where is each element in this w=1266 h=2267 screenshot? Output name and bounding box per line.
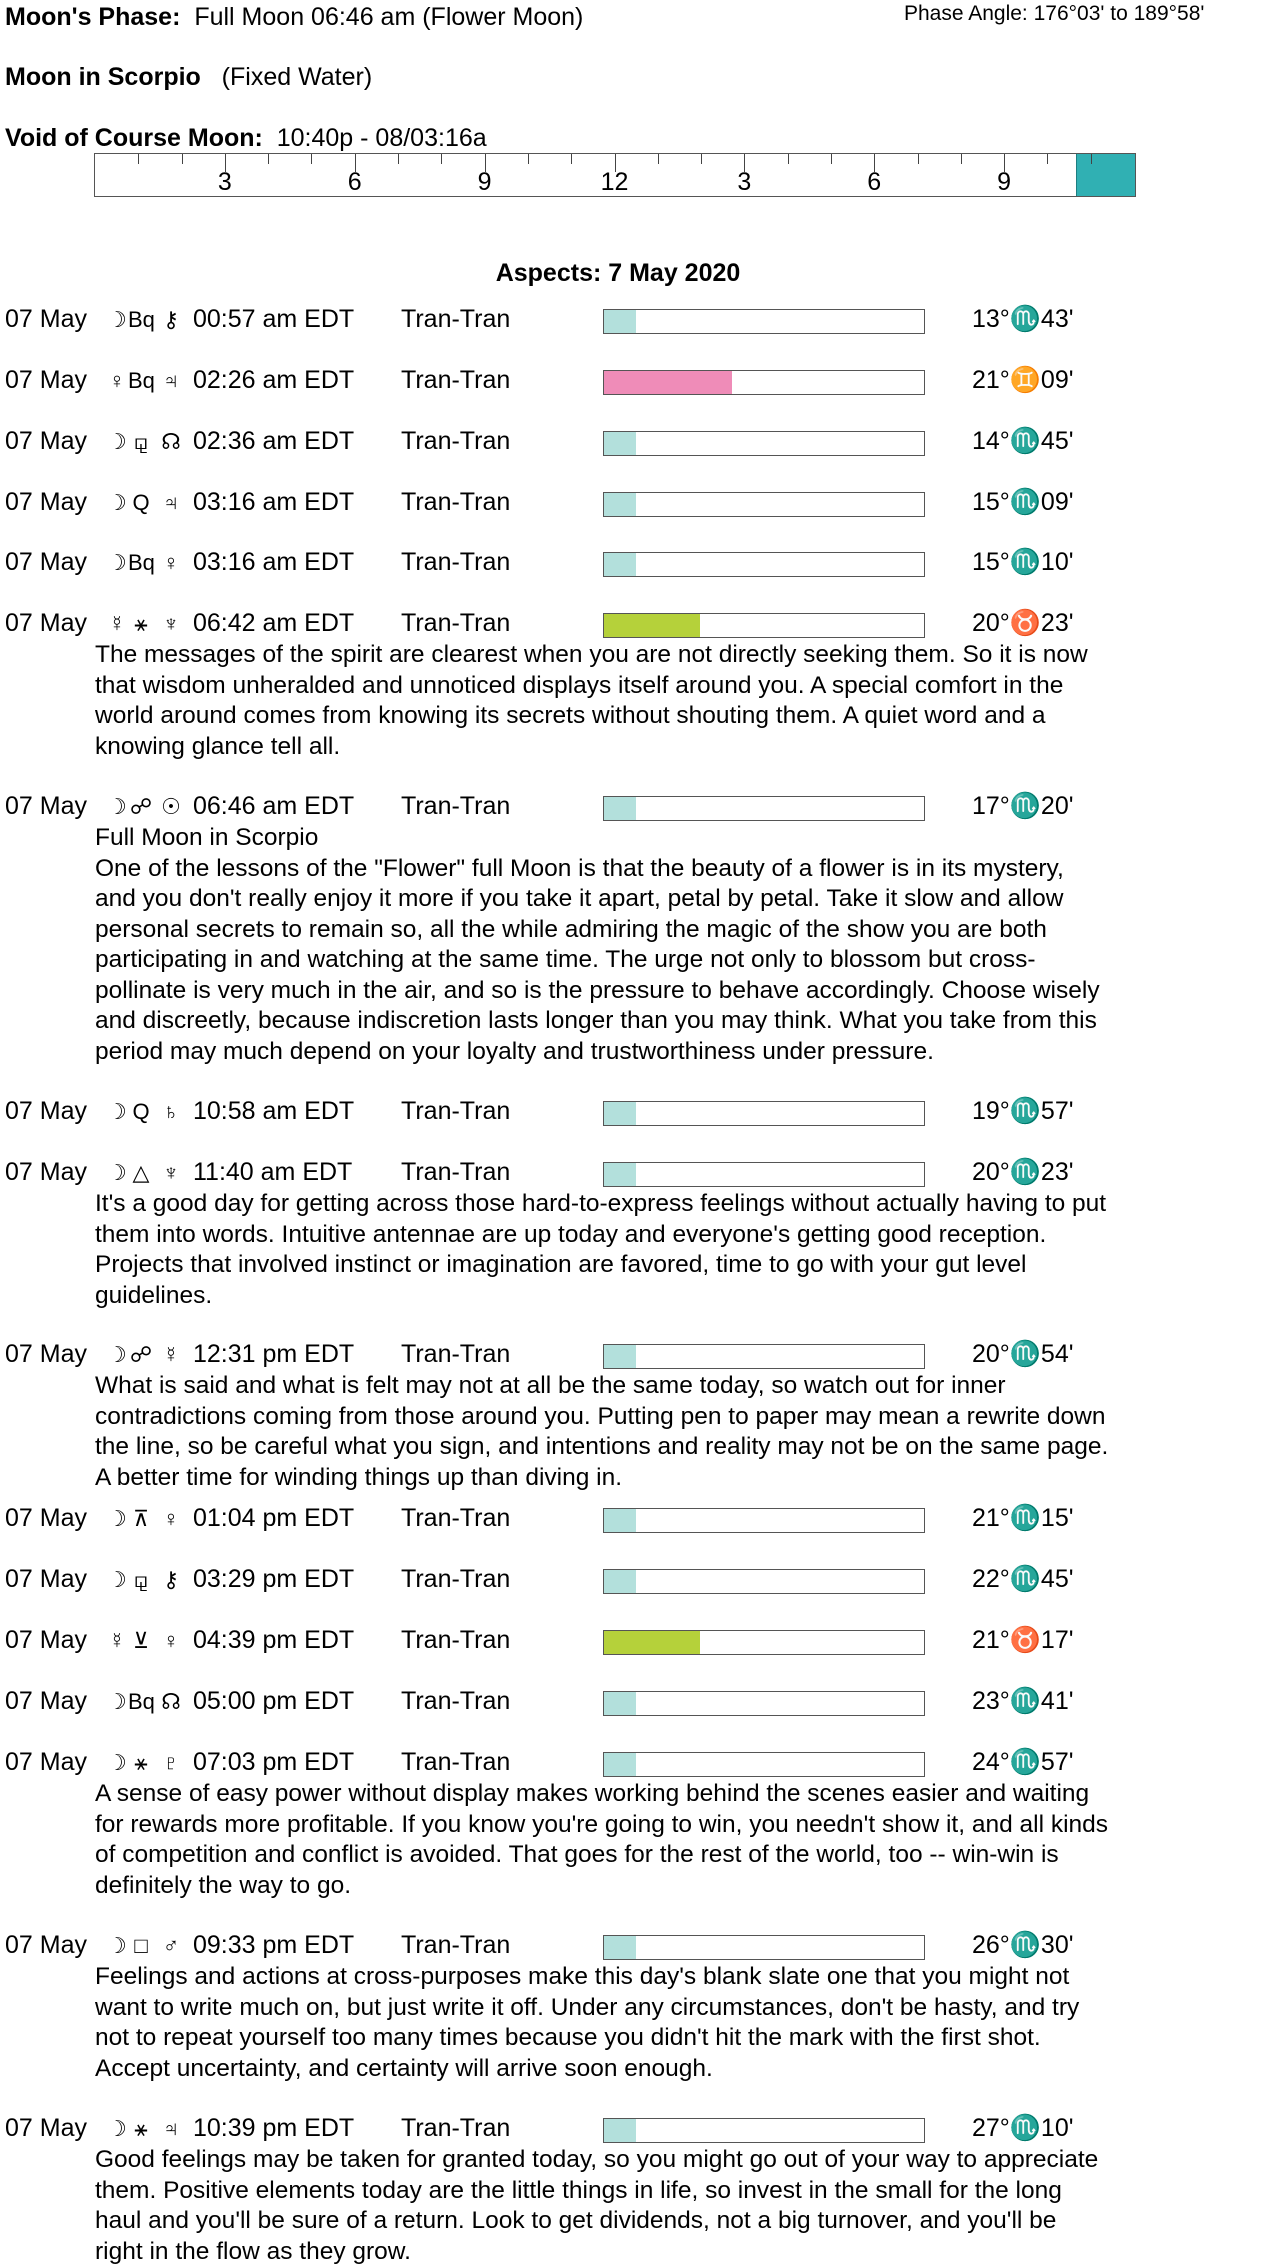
aspect-date: 07 May bbox=[5, 305, 87, 333]
aspect-date: 07 May bbox=[5, 1748, 87, 1776]
aspect-position: 27°♏10' bbox=[972, 2114, 1074, 2142]
planet-glyph-icon: ♆ bbox=[162, 611, 180, 636]
aspect-strength-bar bbox=[603, 1569, 925, 1594]
planet-glyph-icon: ☽ bbox=[107, 1567, 127, 1592]
aspect-description: Full Moon in Scorpio One of the lessons of the "Flower" full Moon is that the beauty of a flower is in its mystery, and you don't really enjoy it more if you take it apart, petal by petal. Take it slow and allow personal secrets to remain so, all the while admiring the magic of the show you are both participating in and watching at the same time. The urge not only to blossom but cross- pollinate is very much in the air, and so is the pressure to behave accordingly. Choose wisely and discreetly, because indiscretion lasts longer than you may think. What you take from this period may much depend on your loyalty and trustworthiness under pressure. bbox=[95, 824, 1100, 1065]
moon-phase-value: Full Moon 06:46 am (Flower Moon) bbox=[194, 3, 584, 31]
aspect-strength-fill bbox=[604, 553, 636, 576]
aspect-position: 20°♉23' bbox=[972, 609, 1074, 637]
aspect-strength-bar bbox=[603, 1101, 925, 1126]
aspect-row bbox=[5, 1931, 1245, 1963]
planet-glyph-icon: ⚷ bbox=[162, 1567, 180, 1592]
aspect-row bbox=[5, 792, 1245, 824]
timeline-tick bbox=[658, 154, 659, 164]
timeline-hour-label: 12 bbox=[600, 168, 629, 196]
aspect-position: 24°♏57' bbox=[972, 1748, 1074, 1776]
void-of-course-label: Void of Course Moon: bbox=[5, 124, 263, 152]
timeline-hour-label: 9 bbox=[477, 168, 492, 196]
aspect-row bbox=[5, 305, 1245, 337]
aspect-date: 07 May bbox=[5, 1504, 87, 1532]
timeline-tick bbox=[398, 154, 399, 164]
planet-glyph-icon: ☊ bbox=[161, 1689, 181, 1714]
aspect-date: 07 May bbox=[5, 1565, 87, 1593]
aspect-type: Tran-Tran bbox=[401, 548, 511, 576]
planet-glyph-icon: ☊ bbox=[161, 429, 181, 454]
aspect-time: 01:04 pm EDT bbox=[193, 1504, 355, 1532]
aspect-glyph-icon: ⚹ bbox=[134, 1750, 148, 1775]
aspect-strength-fill bbox=[604, 432, 636, 455]
aspect-row bbox=[5, 1565, 1245, 1597]
planet-glyph-icon: ☽ bbox=[107, 1689, 127, 1714]
aspect-glyph-icon: Bq bbox=[128, 307, 155, 332]
aspect-type: Tran-Tran bbox=[401, 609, 511, 637]
aspect-glyph-icon: Bq bbox=[128, 1689, 155, 1714]
aspect-type: Tran-Tran bbox=[401, 1931, 511, 1959]
timeline-tick bbox=[138, 154, 139, 164]
aspect-position: 17°♏20' bbox=[972, 792, 1074, 820]
planet-glyph-icon: ♃ bbox=[162, 368, 180, 393]
planet-glyph-icon: ☽ bbox=[107, 1160, 127, 1185]
timeline-tick bbox=[571, 154, 572, 164]
planet-glyph-icon: ♃ bbox=[162, 490, 180, 515]
planet-glyph-icon: ⚷ bbox=[162, 307, 180, 332]
aspect-position: 22°♏45' bbox=[972, 1565, 1074, 1593]
planet-glyph-icon: ☽ bbox=[107, 550, 127, 575]
planet-glyph-icon: ☿ bbox=[108, 611, 126, 636]
aspect-strength-fill bbox=[604, 1753, 636, 1776]
aspect-glyph-icon: ⊻ bbox=[132, 1628, 150, 1653]
timeline-hour-label: 9 bbox=[997, 168, 1012, 196]
aspect-strength-fill bbox=[604, 2119, 636, 2142]
timeline-hour-label: 6 bbox=[867, 168, 882, 196]
aspect-time: 04:39 pm EDT bbox=[193, 1626, 355, 1654]
planet-glyph-icon: ☿ bbox=[108, 1628, 126, 1653]
aspect-strength-bar bbox=[603, 431, 925, 456]
planet-glyph-icon: ☽ bbox=[107, 1099, 127, 1124]
planet-glyph-icon: ☽ bbox=[107, 1342, 127, 1367]
aspect-row bbox=[5, 488, 1245, 520]
moon-phase-line bbox=[5, 3, 583, 32]
aspect-position: 19°♏57' bbox=[972, 1097, 1074, 1125]
aspect-type: Tran-Tran bbox=[401, 1687, 511, 1715]
timeline-tick bbox=[788, 154, 789, 164]
aspect-description: The messages of the spirit are clearest when you are not directly seeking them. So it is now that wisdom unheralded and unnoticed displays itself around you. A special comfort in the world around comes from knowing its secrets without shouting them. A quiet word and a knowing glance tell all. bbox=[95, 641, 1088, 760]
aspect-row bbox=[5, 1097, 1245, 1129]
aspect-type: Tran-Tran bbox=[401, 792, 511, 820]
aspect-strength-fill bbox=[604, 1936, 636, 1959]
planet-glyph-icon: ☉ bbox=[161, 794, 181, 819]
planet-glyph-icon: ☽ bbox=[107, 2116, 127, 2141]
aspect-row bbox=[5, 1748, 1245, 1780]
aspect-row bbox=[5, 1626, 1245, 1658]
aspect-row bbox=[5, 366, 1245, 398]
void-of-course-line bbox=[5, 124, 487, 153]
planet-glyph-icon: ☽ bbox=[107, 490, 127, 515]
timeline-hour-label: 3 bbox=[737, 168, 752, 196]
aspect-type: Tran-Tran bbox=[401, 1097, 511, 1125]
aspect-position: 21°♊09' bbox=[972, 366, 1074, 394]
planet-glyph-icon: ♀ bbox=[108, 368, 126, 393]
aspect-type: Tran-Tran bbox=[401, 1340, 511, 1368]
aspect-time: 10:39 pm EDT bbox=[193, 2114, 355, 2142]
aspect-row bbox=[5, 2114, 1245, 2146]
aspect-glyph-icon: ⚼ bbox=[133, 429, 149, 454]
aspect-glyph-icon: Bq bbox=[128, 550, 155, 575]
aspect-strength-bar bbox=[603, 1630, 925, 1655]
aspect-strength-bar bbox=[603, 1344, 925, 1369]
aspect-date: 07 May bbox=[5, 1340, 87, 1368]
aspect-strength-bar bbox=[603, 1752, 925, 1777]
aspect-type: Tran-Tran bbox=[401, 1626, 511, 1654]
aspect-type: Tran-Tran bbox=[401, 488, 511, 516]
timeline-tick bbox=[268, 154, 269, 164]
aspect-type: Tran-Tran bbox=[401, 427, 511, 455]
aspect-strength-fill bbox=[604, 371, 732, 394]
aspect-time: 07:03 pm EDT bbox=[193, 1748, 355, 1776]
aspect-time: 03:16 am EDT bbox=[193, 488, 355, 516]
planet-glyph-icon: ♆ bbox=[162, 1160, 180, 1185]
aspect-strength-fill bbox=[604, 310, 636, 333]
timeline-tick bbox=[961, 154, 962, 164]
aspect-strength-bar bbox=[603, 2118, 925, 2143]
planet-glyph-icon: ☽ bbox=[107, 794, 127, 819]
aspect-time: 05:00 pm EDT bbox=[193, 1687, 355, 1715]
aspect-strength-fill bbox=[604, 493, 636, 516]
aspect-position: 13°♏43' bbox=[972, 305, 1074, 333]
aspect-glyph-icon: ☍ bbox=[129, 794, 153, 819]
aspects-heading: Aspects: 7 May 2020 bbox=[495, 259, 741, 287]
aspect-strength-bar bbox=[603, 1691, 925, 1716]
aspect-date: 07 May bbox=[5, 1158, 87, 1186]
void-of-course-value: 10:40p - 08/03:16a bbox=[276, 124, 487, 152]
aspect-type: Tran-Tran bbox=[401, 305, 511, 333]
aspect-position: 15°♏09' bbox=[972, 488, 1074, 516]
moon-phase-label: Moon's Phase: bbox=[5, 3, 181, 31]
aspect-strength-bar bbox=[603, 370, 925, 395]
aspect-date: 07 May bbox=[5, 366, 87, 394]
aspect-description: Feelings and actions at cross-purposes make this day's blank slate one that you might not want to write much on, but just write it off. Under any circumstances, don't be hasty, and try not to repeat yourself too many times because you didn't hit the mark with the first shot. Accept uncertainty, and certainty will arrive soon enough. bbox=[95, 1963, 1080, 2082]
aspect-time: 11:40 am EDT bbox=[193, 1158, 353, 1186]
aspect-position: 20°♏54' bbox=[972, 1340, 1074, 1368]
aspect-date: 07 May bbox=[5, 2114, 87, 2142]
moon-sign-line bbox=[5, 63, 372, 92]
aspect-time: 06:46 am EDT bbox=[193, 792, 355, 820]
aspect-position: 23°♏41' bbox=[972, 1687, 1074, 1715]
aspect-position: 21°♉17' bbox=[972, 1626, 1074, 1654]
aspect-position: 15°♏10' bbox=[972, 548, 1074, 576]
timeline-tick bbox=[182, 154, 183, 164]
aspect-glyph-icon: Bq bbox=[128, 368, 155, 393]
aspect-time: 06:42 am EDT bbox=[193, 609, 355, 637]
planet-glyph-icon: ♀ bbox=[162, 550, 180, 575]
aspect-glyph-icon: ⚹ bbox=[134, 611, 148, 636]
planet-glyph-icon: ☽ bbox=[107, 1506, 127, 1531]
aspect-strength-bar bbox=[603, 796, 925, 821]
moon-sign-label: Moon in Scorpio bbox=[5, 63, 201, 91]
aspect-strength-fill bbox=[604, 1102, 636, 1125]
aspect-description: Good feelings may be taken for granted today, so you might go out of your way to appreciate them. Positive elements today are the little things in life, so invest in the small for the long haul and you'll be sure of a return. Look to get dividends, not a big turnover, and you'll be right in the flow as they grow. bbox=[95, 2146, 1099, 2265]
aspect-glyph-icon: Q bbox=[132, 1099, 150, 1124]
aspect-strength-fill bbox=[604, 1631, 700, 1654]
void-of-course-period bbox=[1076, 154, 1135, 196]
aspect-glyph-icon: ☍ bbox=[129, 1342, 153, 1367]
aspect-time: 02:36 am EDT bbox=[193, 427, 355, 455]
aspect-position: 14°♏45' bbox=[972, 427, 1074, 455]
aspect-time: 12:31 pm EDT bbox=[193, 1340, 355, 1368]
aspect-row bbox=[5, 1340, 1245, 1372]
aspect-type: Tran-Tran bbox=[401, 1565, 511, 1593]
aspect-position: 26°♏30' bbox=[972, 1931, 1074, 1959]
aspect-strength-fill bbox=[604, 614, 700, 637]
aspect-strength-bar bbox=[603, 492, 925, 517]
aspect-date: 07 May bbox=[5, 609, 87, 637]
aspect-date: 07 May bbox=[5, 488, 87, 516]
aspect-row bbox=[5, 427, 1245, 459]
aspect-strength-bar bbox=[603, 309, 925, 334]
timeline-tick bbox=[528, 154, 529, 164]
aspect-strength-bar bbox=[603, 1508, 925, 1533]
aspect-strength-bar bbox=[603, 613, 925, 638]
aspect-row bbox=[5, 609, 1245, 641]
aspect-date: 07 May bbox=[5, 1931, 87, 1959]
aspect-strength-bar bbox=[603, 1162, 925, 1187]
aspect-date: 07 May bbox=[5, 792, 87, 820]
aspect-time: 03:16 am EDT bbox=[193, 548, 355, 576]
aspect-type: Tran-Tran bbox=[401, 1158, 511, 1186]
aspect-description: It's a good day for getting across those hard-to-express feelings without actually having to put them into words. Intuitive antennae are up today and everyone's getting good reception. Projects that involved instinct or imagination are favored, time to go with your gut level guidelines. bbox=[95, 1190, 1107, 1309]
aspect-row bbox=[5, 548, 1245, 580]
aspect-strength-fill bbox=[604, 1509, 636, 1532]
aspect-date: 07 May bbox=[5, 548, 87, 576]
aspect-glyph-icon: Q bbox=[132, 490, 150, 515]
aspect-strength-fill bbox=[604, 797, 636, 820]
aspect-strength-fill bbox=[604, 1345, 636, 1368]
aspect-time: 10:58 am EDT bbox=[193, 1097, 355, 1125]
aspect-position: 20°♏23' bbox=[972, 1158, 1074, 1186]
planet-glyph-icon: ♀ bbox=[162, 1628, 180, 1653]
aspect-row bbox=[5, 1504, 1245, 1536]
aspect-type: Tran-Tran bbox=[401, 1504, 511, 1532]
timeline-tick bbox=[831, 154, 832, 164]
aspect-time: 02:26 am EDT bbox=[193, 366, 355, 394]
planet-glyph-icon: ☽ bbox=[107, 307, 127, 332]
moon-sign-value: (Fixed Water) bbox=[221, 63, 373, 91]
aspect-date: 07 May bbox=[5, 1626, 87, 1654]
timeline-tick bbox=[1091, 154, 1092, 164]
aspect-type: Tran-Tran bbox=[401, 1748, 511, 1776]
aspect-strength-fill bbox=[604, 1163, 636, 1186]
aspect-time: 03:29 pm EDT bbox=[193, 1565, 355, 1593]
aspect-date: 07 May bbox=[5, 427, 87, 455]
planet-glyph-icon: ♀ bbox=[162, 1506, 180, 1531]
aspect-date: 07 May bbox=[5, 1097, 87, 1125]
planet-glyph-icon: ♃ bbox=[162, 2116, 180, 2141]
planet-glyph-icon: ☽ bbox=[107, 1933, 127, 1958]
aspect-type: Tran-Tran bbox=[401, 366, 511, 394]
planet-glyph-icon: ☽ bbox=[107, 1750, 127, 1775]
aspect-row bbox=[5, 1158, 1245, 1190]
aspect-glyph-icon: □ bbox=[134, 1933, 148, 1958]
planet-glyph-icon: ☽ bbox=[107, 429, 127, 454]
aspect-strength-bar bbox=[603, 552, 925, 577]
aspect-position: 21°♏15' bbox=[972, 1504, 1074, 1532]
aspect-time: 09:33 pm EDT bbox=[193, 1931, 355, 1959]
planet-glyph-icon: ☿ bbox=[162, 1342, 180, 1367]
aspect-glyph-icon: ⊼ bbox=[132, 1506, 150, 1531]
planet-glyph-icon: ♂ bbox=[162, 1933, 180, 1958]
timeline-tick bbox=[311, 154, 312, 164]
aspect-strength-fill bbox=[604, 1692, 636, 1715]
timeline-tick bbox=[918, 154, 919, 164]
aspect-type: Tran-Tran bbox=[401, 2114, 511, 2142]
aspect-glyph-icon: △ bbox=[132, 1160, 150, 1185]
phase-angle: Phase Angle: 176°03' to 189°58' bbox=[904, 2, 1205, 25]
timeline-tick bbox=[1047, 154, 1048, 164]
planet-glyph-icon: ♄ bbox=[162, 1099, 180, 1124]
timeline-tick bbox=[441, 154, 442, 164]
aspect-time: 00:57 am EDT bbox=[193, 305, 355, 333]
planet-glyph-icon: ♇ bbox=[162, 1750, 180, 1775]
aspect-description: A sense of easy power without display makes working behind the scenes easier and waiting for rewards more profitable. If you know you're going to win, you needn't show it, and all kinds of competition and conflict is avoided. That goes for the rest of the world, too -- win-win is definitely the way to go. bbox=[95, 1780, 1109, 1899]
void-of-course-timeline bbox=[94, 153, 1136, 197]
timeline-hour-label: 3 bbox=[217, 168, 232, 196]
aspect-description: What is said and what is felt may not at all be the same today, so watch out for inner contradictions coming from those around you. Putting pen to paper may mean a rewrite down the line, so be careful what you sign, and intentions and reality may not be on the same page. A better time for winding things up than diving in. bbox=[95, 1372, 1109, 1491]
timeline-tick bbox=[701, 154, 702, 164]
aspect-strength-bar bbox=[603, 1935, 925, 1960]
aspect-glyph-icon: ⚼ bbox=[133, 1567, 149, 1592]
aspect-glyph-icon: ⚹ bbox=[134, 2116, 148, 2141]
aspect-row bbox=[5, 1687, 1245, 1719]
aspect-date: 07 May bbox=[5, 1687, 87, 1715]
timeline-hour-label: 6 bbox=[347, 168, 362, 196]
aspect-strength-fill bbox=[604, 1570, 636, 1593]
